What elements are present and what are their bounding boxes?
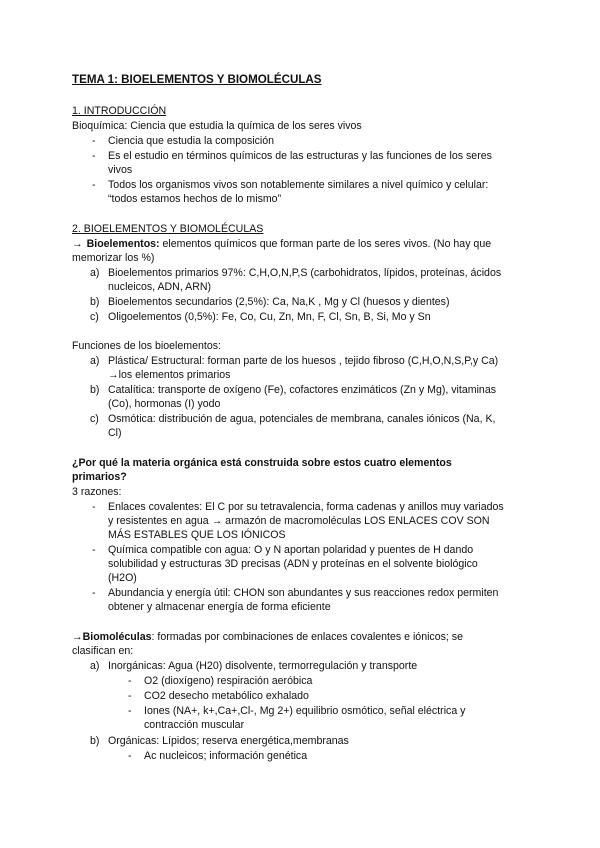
list-marker-c: c) (90, 413, 99, 425)
section-2-heading: 2. BIOELEMENTOS Y BIOMOLÉCULAS (72, 223, 264, 235)
page-title: TEMA 1: BIOELEMENTOS Y BIOMOLÉCULAS (72, 73, 322, 86)
bullet-dash: - (128, 690, 132, 702)
bullet-dash: - (128, 705, 132, 717)
bioelementos-definition-line-1 (72, 238, 491, 251)
oligoelementos-line: Oligoelementos (0,5%): Fe, Co, Cu, Zn, Mn, F, Cl, Sn, B, Si, Mo y Sn (108, 311, 431, 323)
osmotica-line-1: Osmótica: distribución de agua, potenciales de membrana, canales iónicos (Na, K, (108, 413, 496, 425)
bioelementos-definition-line-2: memorizar los %) (72, 252, 155, 264)
osmotica-line-2: Cl) (108, 427, 122, 439)
inorganicas-item-iones-line-2: contracción muscular (144, 719, 245, 731)
razon-3-line-1: Abundancia y energía útil: CHON son abundantes y sus reacciones redox permiten (108, 587, 499, 599)
section-1-heading: 1. INTRODUCCIÓN (72, 105, 167, 117)
plastica-line-1: Plástica/ Estructural: forman parte de los huesos , tejido fibroso (C,H,O,N,S,P,y Ca) (108, 355, 499, 367)
bioelementos-text: elementos químicos que forman parte de los seres vivos. (No hay que (159, 238, 492, 250)
list-marker-a: a) (90, 267, 100, 279)
list-marker-a: a) (90, 660, 100, 672)
arrow-icon: → (72, 238, 83, 250)
primarios-line-2: nucleicos, ADN, ARN) (108, 281, 212, 293)
bullet-dash: - (92, 179, 96, 191)
razon-2-line-3: (H2O) (108, 572, 137, 584)
razon-1-line-2: y resistentes en agua → armazón de macromoléculas LOS ENLACES COV SON (108, 515, 490, 527)
intro-bullet-2-line-1: Es el estudio en términos químicos de las estructuras y las funciones de los seres (108, 150, 492, 162)
primarios-line-1: Bioelementos primarios 97%: C,H,O,N,P,S (carbohidratos, lípidos, proteínas, ácidos (108, 267, 502, 279)
bioquimica-definition: Bioquímica: Ciencia que estudia la química de los seres vivos (72, 120, 362, 132)
razon-2-line-1: Química compatible con agua: O y N aportan polaridad y puentes de H dando (108, 544, 474, 556)
question-line-2: primarios? (72, 471, 127, 483)
inorganicas-item-o2: O2 (dioxígeno) respiración aeróbica (144, 675, 313, 687)
bullet-dash: - (92, 544, 96, 556)
arrow-icon: → (72, 631, 83, 643)
bullet-dash: - (92, 501, 96, 513)
intro-bullet-1: Ciencia que estudia la composición (108, 135, 275, 147)
intro-bullet-3-line-1: Todos los organismos vivos son notablemente similares a nivel químico y celular: (108, 179, 489, 191)
biomoleculas-label: Biomoléculas (82, 631, 152, 643)
plastica-line-2: →los elementos primarios (108, 369, 231, 381)
razon-1-line-1: Enlaces covalentes: El C por su tetravalencia, forma cadenas y anillos muy variados (108, 501, 504, 513)
bioelementos-label: Bioelementos: (86, 238, 160, 250)
list-marker-b: b) (90, 296, 100, 308)
bullet-dash: - (128, 675, 132, 687)
inorganicas-item-co2: CO2 desecho metabólico exhalado (144, 690, 309, 702)
razon-3-line-2: obtener y almacenar energía de forma eficiente (108, 601, 331, 613)
list-marker-b: b) (90, 384, 100, 396)
inorganicas-item-iones-line-1: Iones (NA+, k+,Ca+,Cl-, Mg 2+) equilibrio osmótico, señal eléctrica y (144, 705, 466, 717)
bullet-dash: - (92, 587, 96, 599)
biomoleculas-definition-line-2: clasifican en: (72, 645, 134, 657)
list-marker-b: b) (90, 735, 100, 747)
list-marker-a: a) (90, 355, 100, 367)
catalitica-line-1: Catalítica: transporte de oxígeno (Fe), cofactores enzimáticos (Zn y Mg), vitaminas (108, 384, 497, 396)
funciones-heading: Funciones de los bioelementos: (72, 340, 221, 352)
inorganicas-line: Inorgánicas: Agua (H20) disolvente, termorregulación y transporte (108, 660, 418, 672)
bullet-dash: - (92, 150, 96, 162)
intro-bullet-3-line-2: “todos estamos hechos de lo mismo” (108, 193, 282, 205)
question-line-1: ¿Por qué la materia orgánica está construida sobre estos cuatro elementos (72, 457, 452, 469)
catalitica-line-2: (Co), hormonas (I) yodo (108, 398, 221, 410)
organicas-line: Orgánicas: Lípidos; reserva energética,membranas (108, 735, 349, 747)
bullet-dash: - (92, 135, 96, 147)
list-marker-c: c) (90, 311, 99, 323)
biomoleculas-text: : formadas por combinaciones de enlaces covalentes e iónicos; se (151, 631, 463, 643)
organicas-item-ac-nucleicos: Ac nucleicos; información genética (144, 750, 308, 762)
razon-1-line-3: MÁS ESTABLES QUE LOS IÓNICOS (108, 529, 286, 541)
bullet-dash: - (128, 750, 132, 762)
secundarios-line: Bioelementos secundarios (2,5%): Ca, Na,K , Mg y Cl (huesos y dientes) (108, 296, 450, 308)
biomoleculas-definition-line-1 (72, 631, 463, 644)
razones-label: 3 razones: (72, 486, 122, 498)
razon-2-line-2: solubilidad y estructuras 3D precisas (ADN y proteínas en el solvente biológico (108, 558, 478, 570)
intro-bullet-2-line-2: vivos (108, 164, 133, 176)
